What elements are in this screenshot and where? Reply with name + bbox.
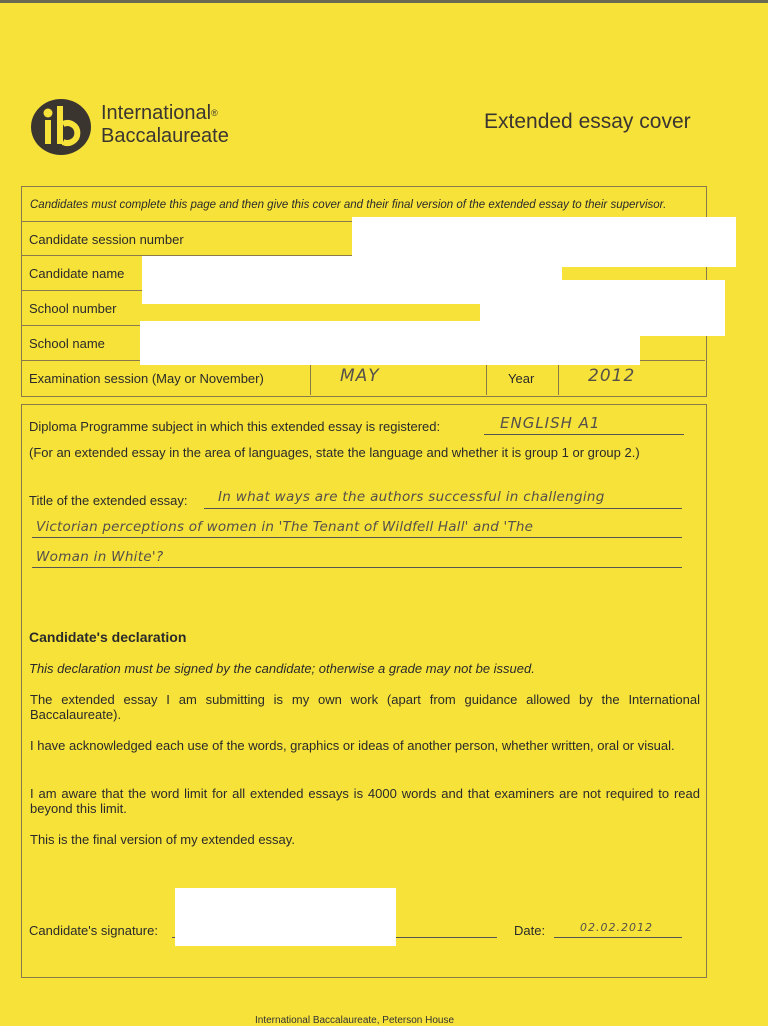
subject-underline xyxy=(484,434,684,435)
divider xyxy=(558,361,559,395)
redaction-signature xyxy=(175,888,396,946)
divider xyxy=(486,361,487,395)
year-value: 2012 xyxy=(588,366,636,386)
declaration-paragraph-1: The extended essay I am submitting is my own work (apart from guidance allowed by the International Baccalaureate). xyxy=(30,692,700,722)
title-underline-2 xyxy=(32,537,682,538)
declaration-heading: Candidate's declaration xyxy=(29,629,187,645)
exam-session-row xyxy=(22,360,705,395)
ib-logo xyxy=(30,98,260,158)
date-line xyxy=(554,937,682,938)
declaration-warning: This declaration must be signed by the candidate; otherwise a grade may not be issued. xyxy=(29,661,535,676)
declaration-paragraph-2: I have acknowledged each use of the words, graphics or ideas of another person, whether written, oral or visual. xyxy=(30,738,675,753)
school-name-label: School name xyxy=(29,336,105,351)
essay-title-line1: In what ways are the authors successful in challenging xyxy=(218,489,605,505)
footer-text: International Baccalaureate, Peterson House xyxy=(255,1015,455,1026)
date-label: Date: xyxy=(514,923,546,938)
exam-session-label: Examination session (May or November) xyxy=(29,371,264,386)
registered-mark: ® xyxy=(211,108,218,118)
subject-label: Diploma Programme subject in which this extended essay is registered: xyxy=(29,419,441,434)
ib-logo-text xyxy=(101,102,229,148)
school-number-label: School number xyxy=(29,301,117,316)
year-label: Year xyxy=(508,371,535,386)
subject-value: ENGLISH A1 xyxy=(500,414,601,432)
document-title: Extended essay cover xyxy=(484,110,691,133)
title-underline-3 xyxy=(32,567,682,568)
declaration-paragraph-4: This is the final version of my extended essay. xyxy=(30,832,295,847)
page-top-edge xyxy=(0,0,768,3)
essay-title-label: Title of the extended essay: xyxy=(29,493,188,508)
divider xyxy=(310,361,311,395)
signature-label: Candidate's signature: xyxy=(29,923,158,938)
declaration-paragraph-3: I am aware that the word limit for all extended essays is 4000 words and that examiners are not required to read beyond this limit. xyxy=(30,786,700,816)
org-name-line2: Baccalaureate xyxy=(101,125,229,147)
session-number-label: Candidate session number xyxy=(29,232,184,247)
instructions-text: Candidates must complete this page and then give this cover and their final version of the extended essay to their supervisor. xyxy=(30,199,667,211)
date-value: 02.02.2012 xyxy=(580,921,653,934)
essay-title-line3: Woman in White'? xyxy=(36,549,164,565)
ib-logo-icon xyxy=(30,98,92,156)
exam-session-value: MAY xyxy=(340,366,380,386)
essay-title-line2: Victorian perceptions of women in 'The Tenant of Wildfell Hall' and 'The xyxy=(36,519,534,535)
title-underline-1 xyxy=(204,508,682,509)
redaction-school-name xyxy=(140,321,640,365)
subject-note: (For an extended essay in the area of languages, state the language and whether it is group 1 or group 2.) xyxy=(29,445,640,460)
org-name-line1: International xyxy=(101,102,212,124)
candidate-name-label: Candidate name xyxy=(29,266,125,281)
